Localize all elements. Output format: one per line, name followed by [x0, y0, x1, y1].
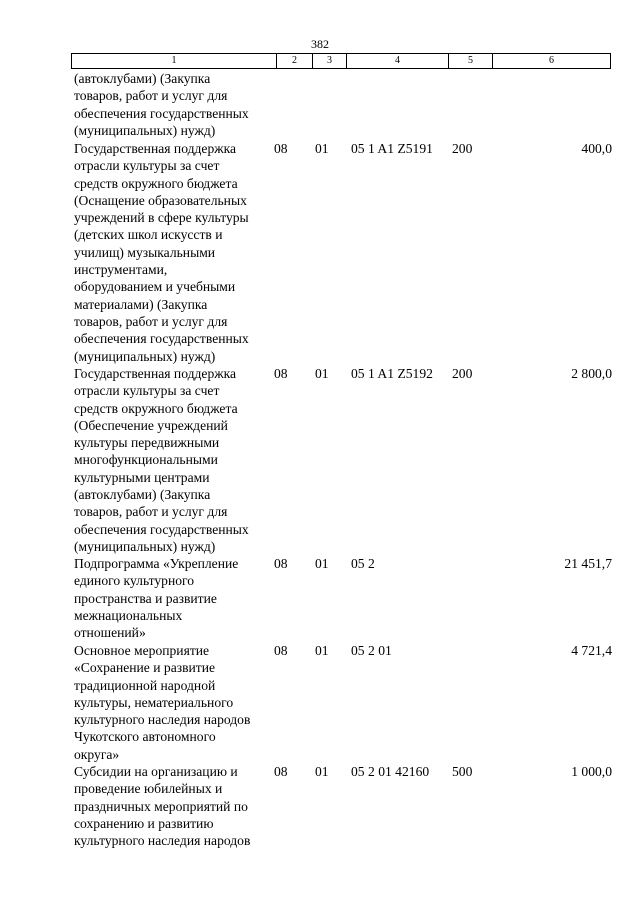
header-col-5: 5	[449, 54, 493, 68]
row-name: (автоклубами) (Закупка товаров, работ и услуг для обеспечения государственных (муниципальных) нужд)	[74, 71, 249, 138]
row-amount: 2 800,0	[571, 366, 612, 381]
row-section: 08	[274, 141, 288, 156]
row-amount: 1 000,0	[571, 764, 612, 779]
table-header	[71, 53, 611, 69]
row-target-article: 05 1 A1 Z5192	[351, 366, 433, 381]
row-subsection: 01	[315, 141, 329, 156]
row-target-article: 05 1 A1 Z5191	[351, 141, 433, 156]
header-col-1: 1	[72, 54, 277, 68]
row-amount: 21 451,7	[564, 556, 612, 571]
row-name: Основное мероприятие «Сохранение и развитие традиционной народной культуры, нематериального культурного наследия народов Чукотского автономного округа»	[74, 643, 251, 762]
row-name: Государственная поддержка отрасли культуры за счет средств окружного бюджета (Оснащение образовательных учреждений в сфере культуры (детских школ искусств и училищ) музыкальными инструментами, оборудованием и учебными материалами) (Закупка товаров, работ и услуг для обеспечения государственных (муниципальных) нужд)	[74, 141, 249, 364]
row-target-article: 05 2 01	[351, 643, 392, 658]
row-section: 08	[274, 556, 288, 571]
page-number: 382	[311, 37, 329, 51]
row-expense-type: 200	[452, 141, 473, 156]
row-section: 08	[274, 366, 288, 381]
row-target-article: 05 2	[351, 556, 375, 571]
row-expense-type: 500	[452, 764, 473, 779]
row-expense-type: 200	[452, 366, 473, 381]
row-target-article: 05 2 01 42160	[351, 764, 430, 779]
row-subsection: 01	[315, 764, 329, 779]
row-subsection: 01	[315, 643, 329, 658]
row-name: Подпрограмма «Укрепление единого культурного пространства и развитие межнациональных отношений»	[74, 556, 239, 641]
header-col-6: 6	[549, 55, 554, 66]
row-amount: 400,0	[581, 141, 612, 156]
row-name: Государственная поддержка отрасли культуры за счет средств окружного бюджета (Обеспечение учреждений культуры передвижными многофункциональными культурными центрами (автоклубами) (Закупка товаров, работ и услуг для обеспечения государственных (муниципальных) нужд)	[74, 366, 249, 554]
header-col-3: 3	[313, 54, 347, 68]
header-col-2: 2	[277, 54, 313, 68]
row-amount: 4 721,4	[571, 643, 612, 658]
header-col-4: 4	[347, 54, 449, 68]
row-name: Субсидии на организацию и проведение юбилейных и праздничных мероприятий по сохранению и развитию культурного наследия народов	[74, 764, 251, 849]
row-subsection: 01	[315, 366, 329, 381]
row-subsection: 01	[315, 556, 329, 571]
row-section: 08	[274, 643, 288, 658]
row-section: 08	[274, 764, 288, 779]
